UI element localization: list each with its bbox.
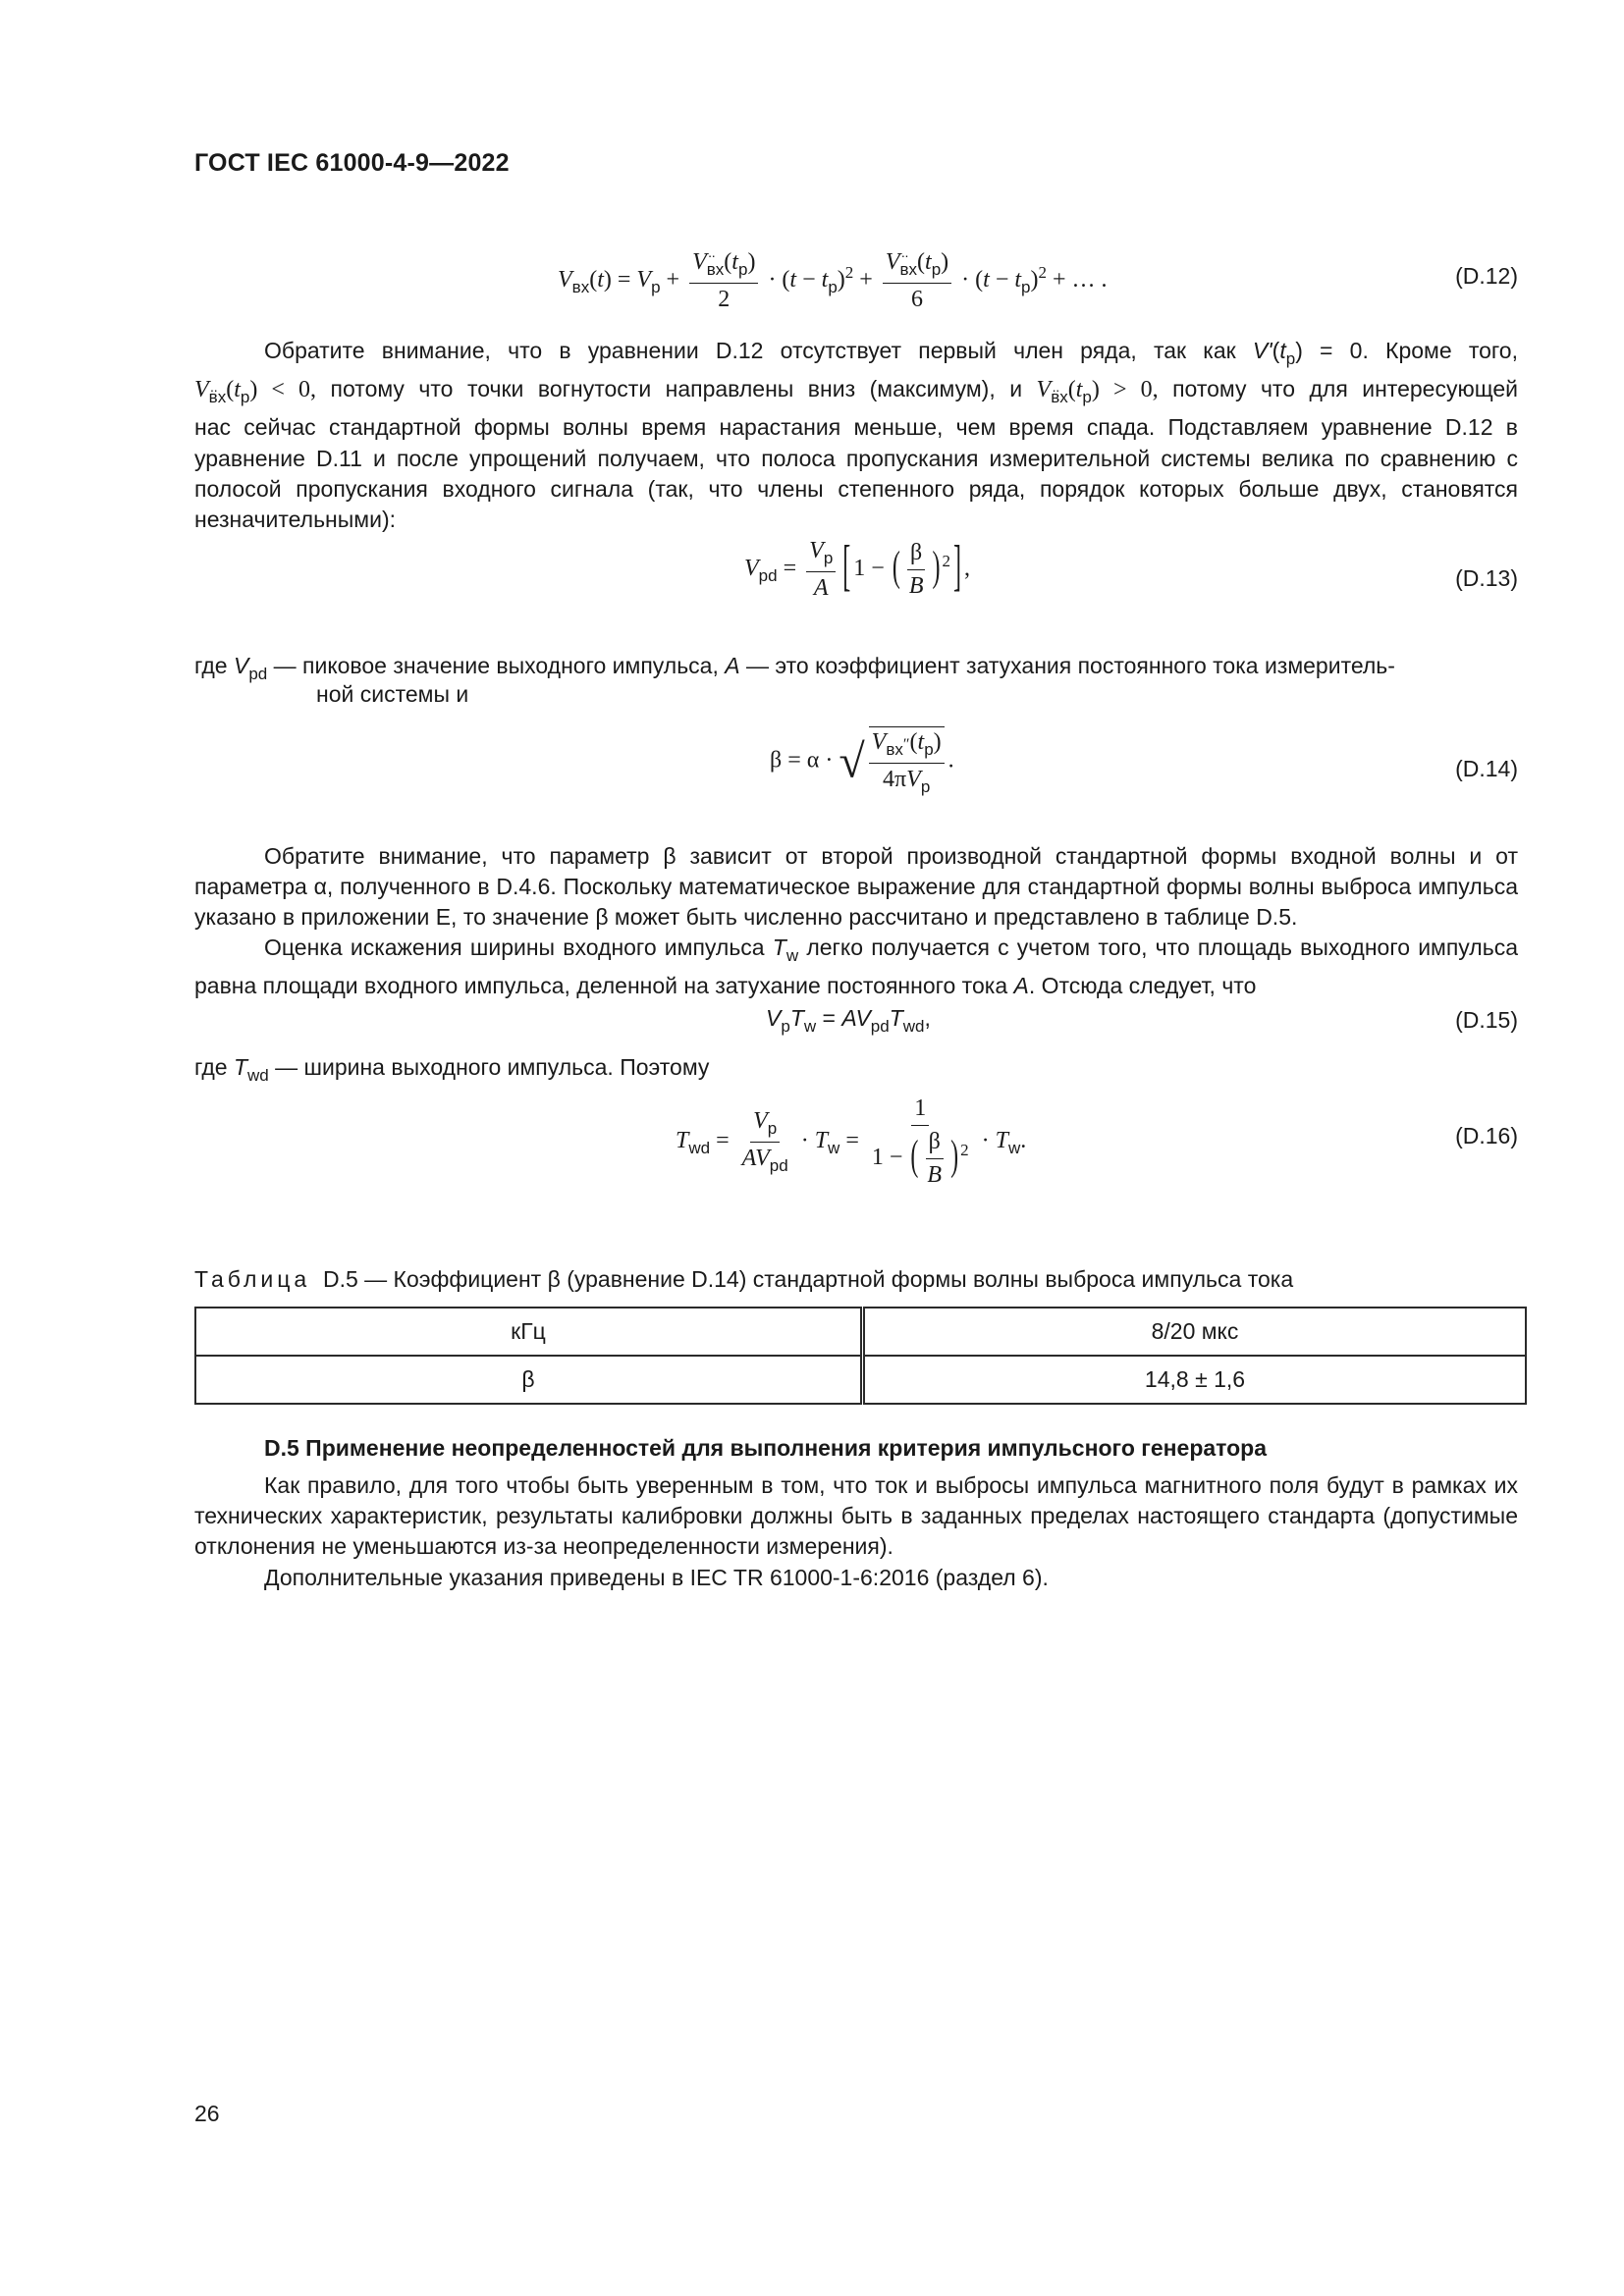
table-row (195, 1356, 1526, 1404)
equation-number-d12: (D.12) (1455, 263, 1518, 289)
equation-d13: $V_{pd}$ = $\frac{V_p}{A}$ [ 1 − ( $\frac{\beta}{B}$ ) $^2$ ] , (744, 537, 970, 601)
document-header: ГОСТ IEC 61000-4-9—2022 (194, 149, 510, 177)
table-d5 (194, 1307, 1527, 1405)
section-paragraph-1: Как правило, для того чтобы быть уверенным в том, что ток и выбросы импульса магнитного поля будут в рамках их технических характеристик, результаты калибровки должны быть в заданных пределах настоящего стандарта (допустимые отклонения не уменьшаются из-за неопределенности измерения). (194, 1472, 1518, 1560)
equation-number-d13: (D.13) (1455, 565, 1518, 591)
paragraph-beta-note: Обратите внимание, что параметр β зависит от второй производной стандартной формы входной волны и от параметра α, полученного в D.4.6. Поскольку математическое выражение для стандартной формы волны выброса импульса указано в приложении E, то значение β может быть численно рассчитано и представлено в таблице D.5. (194, 843, 1518, 931)
equation-d15: $V_pT_w = AV_{pd}T_{wd}$, (766, 1005, 931, 1036)
para1-line2-a: потому что точки вогнутости направлены вниз (максимум), и (330, 376, 1023, 402)
page-number: 26 (194, 2101, 220, 2126)
table-header-row (195, 1308, 1526, 1356)
para1-line2-b: потому что для интересующей (1172, 376, 1519, 402)
paragraph-note-d12: Обратите внимание, что в уравнении D.12 отсутствует первый член ряда, так как $V'(t_p) = 0$. Кроме того, $V\cdot\cdot _{вх}(t_p) < 0$, потому что точки вогнутости направлены вниз (максимум), и $V\cdot\cdot _{вх}(t_p) > 0$, потому что для интересующей нас сейчас стандартной формы волны время нарастания меньше, чем время спада. Подставляем уравнение D.12 в уравнение D.11 и после упрощений получаем, что полоса пропускания измерительной системы велика по сравнению с полосой пропускания входного сигнала (так, что члены степенного ряда, порядок которых больше двух, становятся незначительными): (194, 336, 1518, 535)
equation-number-d15: (D.15) (1455, 1007, 1518, 1033)
equation-d14: β = α · √ $\frac{V_{вх}''(t_p)}{4\pi V_p}$ . (770, 726, 954, 797)
para1-rest: нас сейчас стандартной формы волны время нарастания меньше, чем время спада. Подставляем уравнение D.12 в уравнение D.11 и после упрощений получаем, что полоса пропускания измерительной системы велика по сравнению с полосой пропускания входного сигнала (так, что члены степенного ряда, порядок которых больше двух, становятся незначительными): (194, 414, 1518, 533)
equation-number-d14: (D.14) (1455, 756, 1518, 781)
table-caption: Таблица D.5 — Коэффициент β (уравнение D.14) стандартной формы волны выброса импульса тока (194, 1266, 1294, 1292)
table-cell: β (195, 1356, 863, 1404)
para1-line1-a: Обратите внимание, что в уравнении D.12 отсутствует первый член ряда, так как (264, 338, 1236, 363)
definition-vpd-continuation: ной системы и (316, 681, 469, 707)
equation-d12: $V_{вх}(t) = V_p$ + $\frac{V\cdot\cdot _{вх}(t_p)}{2}$ · $(t - t_p)^2$ + $\frac{V\cdot\cdot _{вх}(t_p)}{6}$ · $(t - t_p)^2$ + … . (558, 249, 1108, 313)
equation-number-d16: (D.16) (1455, 1123, 1518, 1148)
paragraph-width-distortion: Оценка искажения ширины входного импульса $T_w$ легко получается с учетом того, что площадь выходного импульса равна площади входного импульса, деленной на затухание постоянного тока A. Отсюда следует, что (194, 934, 1519, 999)
definition-twd: где $T_{wd}$ — ширина выходного импульса. Поэтому (194, 1054, 710, 1085)
para1-line1-b: = 0. Кроме того, (1320, 338, 1518, 363)
equation-d16: $T_{wd}$ = $\frac{V_p}{AV_{pd}}$ · $T_w$ = 1 1 − ( $\frac{\beta}{B}$ ) $^2$ · $T_w$. (676, 1095, 1027, 1188)
section-title: D.5 Применение неопределенностей для выполнения критерия импульсного генератора (264, 1435, 1268, 1461)
section-paragraph-2: Дополнительные указания приведены в IEC TR 61000-1-6:2016 (раздел 6). (264, 1565, 1049, 1590)
table-cell: 14,8 ± 1,6 (863, 1356, 1527, 1404)
definition-vpd: где $V_{pd}$ — пиковое значение выходного импульса, A — это коэффициент затухания постоянного тока измеритель- (194, 653, 1395, 683)
table-header-cell: 8/20 мкс (863, 1308, 1527, 1356)
table-header-cell: кГц (195, 1308, 863, 1356)
